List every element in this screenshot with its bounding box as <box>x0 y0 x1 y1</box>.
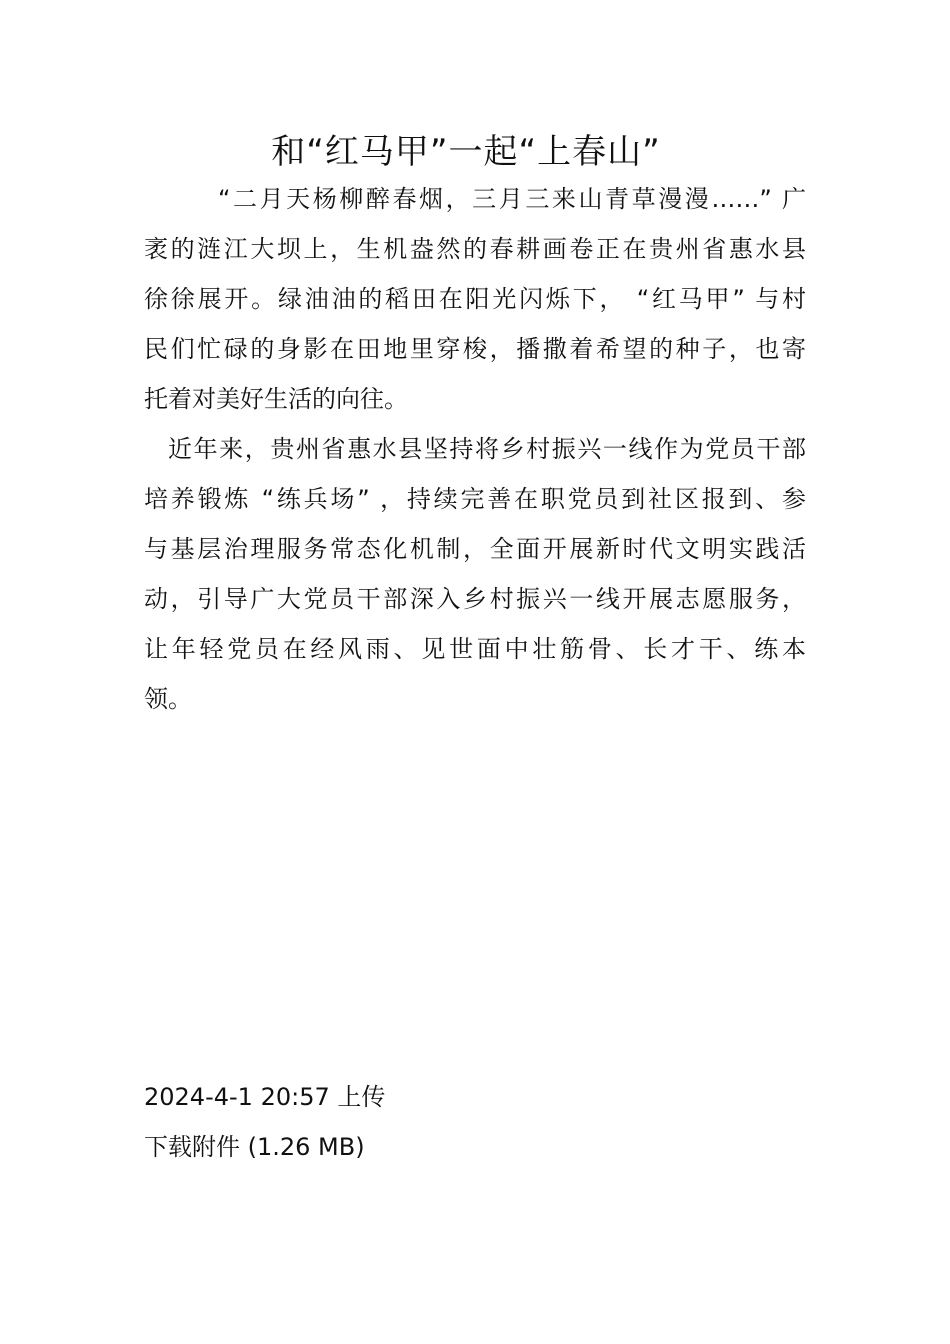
paragraph-line: 近年来，贵州省惠水县坚持将乡村振兴一线作为党员干部 <box>168 435 806 463</box>
attachment-footer <box>144 1072 764 1172</box>
paragraph-line: 民们忙碌的身影在田地里穿梭，播撒着希望的种子，也寄 <box>144 335 806 363</box>
upload-timestamp: 2024-4-1 20:57 上传 <box>144 1083 386 1111</box>
document-body <box>144 174 806 724</box>
download-attachment-link[interactable]: 下载附件 (1.26 MB) <box>144 1133 365 1161</box>
paragraph-line: 领。 <box>144 685 192 713</box>
paragraph-2 <box>144 424 806 724</box>
paragraph-line: 与基层治理服务常态化机制，全面开展新时代文明实践活 <box>144 535 806 563</box>
paragraph-line: 让年轻党员在经风雨、见世面中壮筋骨、长才干、练本 <box>144 635 806 663</box>
paragraph-line: “二月天杨柳醉春烟，三月三来山青草漫漫……” 广 <box>218 185 806 213</box>
paragraph-line: 徐徐展开。绿油油的稻田在阳光闪烁下， “红马甲” 与村 <box>144 285 806 313</box>
paragraph-line: 动，引导广大党员干部深入乡村振兴一线开展志愿服务， <box>144 585 806 613</box>
paragraph-1 <box>144 174 806 424</box>
paragraph-line: 袤的涟江大坝上，生机盎然的春耕画卷正在贵州省惠水县 <box>144 235 806 263</box>
paragraph-line: 培养锻炼 “练兵场” ，持续完善在职党员到社区报到、参 <box>144 485 806 513</box>
document-title: 和“红马甲”一起“上春山” <box>271 132 661 172</box>
paragraph-line: 托着对美好生活的向往。 <box>144 385 408 413</box>
